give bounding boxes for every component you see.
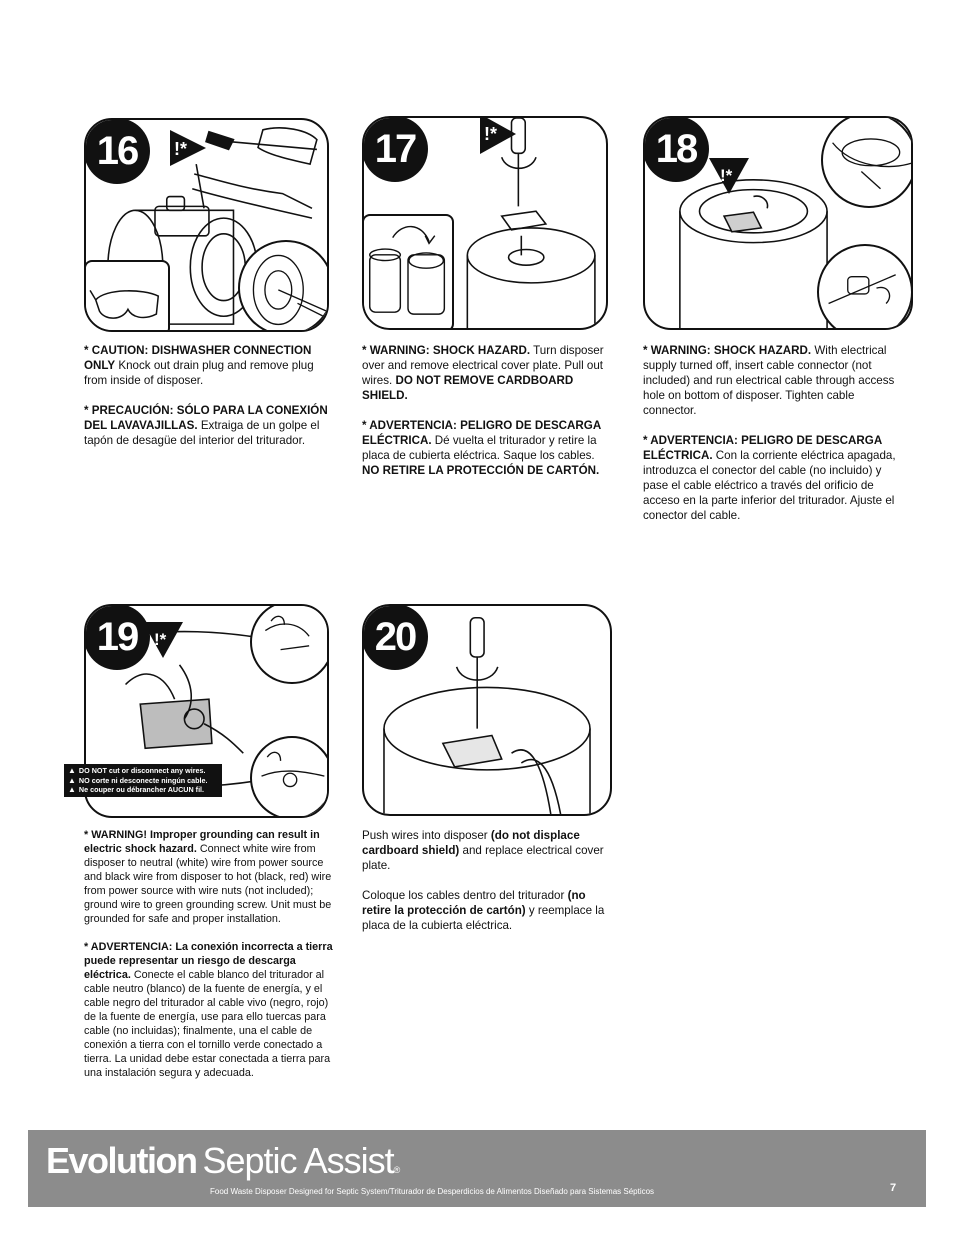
warning-mark: !* — [720, 166, 733, 185]
step-18-text — [643, 343, 905, 538]
connector-closeup-icon — [823, 116, 913, 206]
top-connector-closeup-inset — [821, 116, 913, 208]
warning-mark: !* — [174, 139, 187, 159]
disposer-flip-icon — [364, 216, 452, 330]
step-19-en: * WARNING! Improper grounding can result in electric shock hazard. Connect white wire from disposer to neutral (white) wire from power source and black wire from disposer to hot (black, red) wire from power source with wire nuts (not included); ground wire to green grounding screw. Unit must be grounded for safe and proper installation. — [84, 829, 332, 925]
step-number-badge: 19 — [84, 604, 150, 670]
wire-nut-closeup-top-inset — [250, 604, 329, 684]
step-20-es: Coloque los cables dentro del triturador (no retire la protección de cartón) y reemplace la placa de la cubierta eléctrica. — [362, 889, 605, 932]
step-18-en: * WARNING: SHOCK HAZARD. With electrical supply turned off, insert cable connector (not included) and run electrical cable through access hole on bottom of disposer. Tighten cable connector. — [643, 344, 895, 417]
ground-screw-closeup-inset — [250, 736, 329, 818]
step-17-illustration — [362, 116, 608, 330]
warning-small-icon: ▲ — [68, 785, 76, 794]
safety-glasses-icon — [86, 262, 168, 332]
step-20-illustration — [362, 604, 612, 816]
step-number-badge: 17 — [362, 116, 428, 182]
flip-disposer-inset — [362, 214, 454, 330]
step-18-illustration — [643, 116, 913, 330]
step-20-text — [362, 828, 612, 948]
wire-nut-icon — [252, 604, 329, 682]
warning-triangle-icon — [707, 156, 751, 196]
warning-triangle-icon — [168, 128, 208, 168]
brand-light: Septic Assist — [202, 1140, 394, 1181]
step-17-text — [362, 343, 612, 493]
step-18-es: * ADVERTENCIA: PELIGRO DE DESCARGA ELÉCTRICA. Con la corriente eléctrica apagada, introduzca el conector del cable (no incluido) y pase el cable eléctrico a través del orificio de acceso en la parte inferior del triturador. Ajuste el conector del cable. — [643, 434, 896, 522]
safety-glasses-inset — [84, 260, 170, 332]
step-17-en: * WARNING: SHOCK HAZARD. Turn disposer over and remove electrical cover plate. Pull out wires. DO NOT REMOVE CARDBOARD SHIELD. — [362, 344, 604, 402]
step-16-es: * PRECAUCIÓN: SÓLO PARA LA CONEXIÓN DEL LAVAVAJILLAS. Extraiga de un golpe el tapón de desagüe del interior del triturador. — [84, 404, 328, 447]
do-not-cut-wires-label: ▲ DO NOT cut or disconnect any wires. ▲ NO corte ni desconecte ningún cable. ▲ Ne couper ou débrancher AUCUN fil. — [64, 764, 222, 797]
step-19-es: * ADVERTENCIA: La conexión incorrecta a tierra puede representar un riesgo de descarga eléctrica. Conecte el cable blanco del triturador al cable neutro (blanco) de la fuente de energía, y el cable negro del triturador al cable vivo (negro, rojo) de la fuente de energía, use para ello tuercas para cable (no incluidas); finalmente, una el cable de conexión a tierra con el tornillo verde conectado a tierra. La unidad debe estar conectada a tierra para una instalación segura y adecuada. — [84, 941, 333, 1079]
footer-bar — [28, 1130, 926, 1207]
warning-mark: !* — [484, 124, 497, 144]
bottom-connector-closeup-inset — [817, 244, 913, 330]
step-16-en: * CAUTION: DISHWASHER CONNECTION ONLY Knock out drain plug and remove plug from inside of disposer. — [84, 344, 314, 387]
warning-mark: !* — [154, 630, 167, 649]
warning-small-icon: ▲ — [68, 775, 76, 785]
footer-subtitle: Food Waste Disposer Designed for Septic System/Triturador de Desperdicios de Alimentos Diseñado para Sistemas Sépticos — [210, 1187, 655, 1196]
drain-plug-closeup-inset — [238, 240, 329, 332]
step-19-text — [84, 828, 340, 1094]
step-17-es: * ADVERTENCIA: PELIGRO DE DESCARGA ELÉCTRICA. Dé vuelta el triturador y retire la placa de cubierta eléctrica. Saque los cables. NO RETIRE LA PROTECCIÓN DE CARTÓN. — [362, 419, 601, 477]
brand-bold: Evolution — [46, 1140, 197, 1181]
warning-small-icon: ▲ — [68, 766, 76, 775]
step-16-text — [84, 343, 334, 463]
step-number-badge: 18 — [643, 116, 709, 182]
step-16-illustration — [84, 118, 329, 332]
page-number: 7 — [890, 1182, 897, 1194]
step-number-badge: 20 — [362, 604, 428, 670]
ground-screw-icon — [252, 738, 329, 818]
cable-nut-icon — [819, 246, 911, 330]
step-number-badge: 16 — [84, 118, 150, 184]
drain-plug-icon — [240, 242, 329, 332]
step-20-en: Push wires into disposer (do not displace cardboard shield) and replace electrical cover plate. — [362, 829, 604, 872]
brand-logo — [46, 1140, 400, 1182]
warning-triangle-icon — [478, 116, 518, 156]
registered-mark: ® — [393, 1165, 401, 1175]
